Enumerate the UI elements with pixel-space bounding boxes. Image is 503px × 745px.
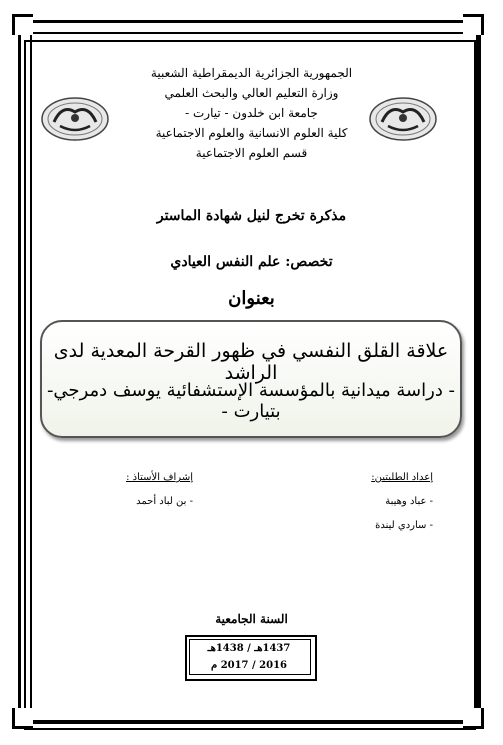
frame-corner-top-right	[463, 14, 484, 35]
student-name-2: - ساردي ليندة	[375, 520, 433, 531]
frame-corner-bottom-right	[463, 708, 484, 729]
header-republic: الجمهورية الجزائرية الديمقراطية الشعبية	[150, 66, 353, 80]
supervisor-block	[73, 466, 193, 514]
academic-year-hijri: 1437هـ / 1438هـ	[207, 643, 291, 654]
students-label: إعداد الطلبتين:	[371, 472, 433, 483]
student-name-1: - عباد وهيبة	[385, 496, 433, 507]
header-department: قسم العلوم الاجتماعية	[195, 146, 308, 160]
specialty-heading: تخصص: علم النفس العيادي	[170, 254, 333, 270]
memo-heading: مذكرة تخرج لنيل شهادة الماستر	[156, 208, 347, 224]
supervisor-label: إشراف الأستاذ :	[126, 472, 193, 483]
frame-corner-bottom-left	[12, 708, 33, 729]
supervisor-name: - بن لباد أحمد	[136, 496, 193, 507]
header-ministry: وزارة التعليم العالي والبحث العلمي	[164, 86, 339, 100]
title-line-1: علاقة القلق النفسي في ظهور القرحة المعدية لدى الراشد	[53, 340, 449, 384]
header-university: جامعة ابن خلدون - تيارت -	[185, 106, 318, 120]
academic-year-gregorian: 2016 / 2017 م	[211, 660, 287, 671]
students-block	[283, 466, 433, 538]
header-faculty: كلية العلوم الانسانية والعلوم الاجتماعية	[155, 126, 348, 140]
university-seal-icon	[40, 92, 110, 142]
title-label: بعنوان	[228, 288, 275, 309]
title-line-2: - دراسة ميدانية بالمؤسسة الإستشفائية يوسف دمرجي- بتيارت -	[46, 380, 456, 422]
academic-year-label: السنة الجامعية	[215, 612, 288, 626]
university-seal-icon	[368, 92, 438, 142]
frame-corner-top-left	[12, 14, 33, 35]
